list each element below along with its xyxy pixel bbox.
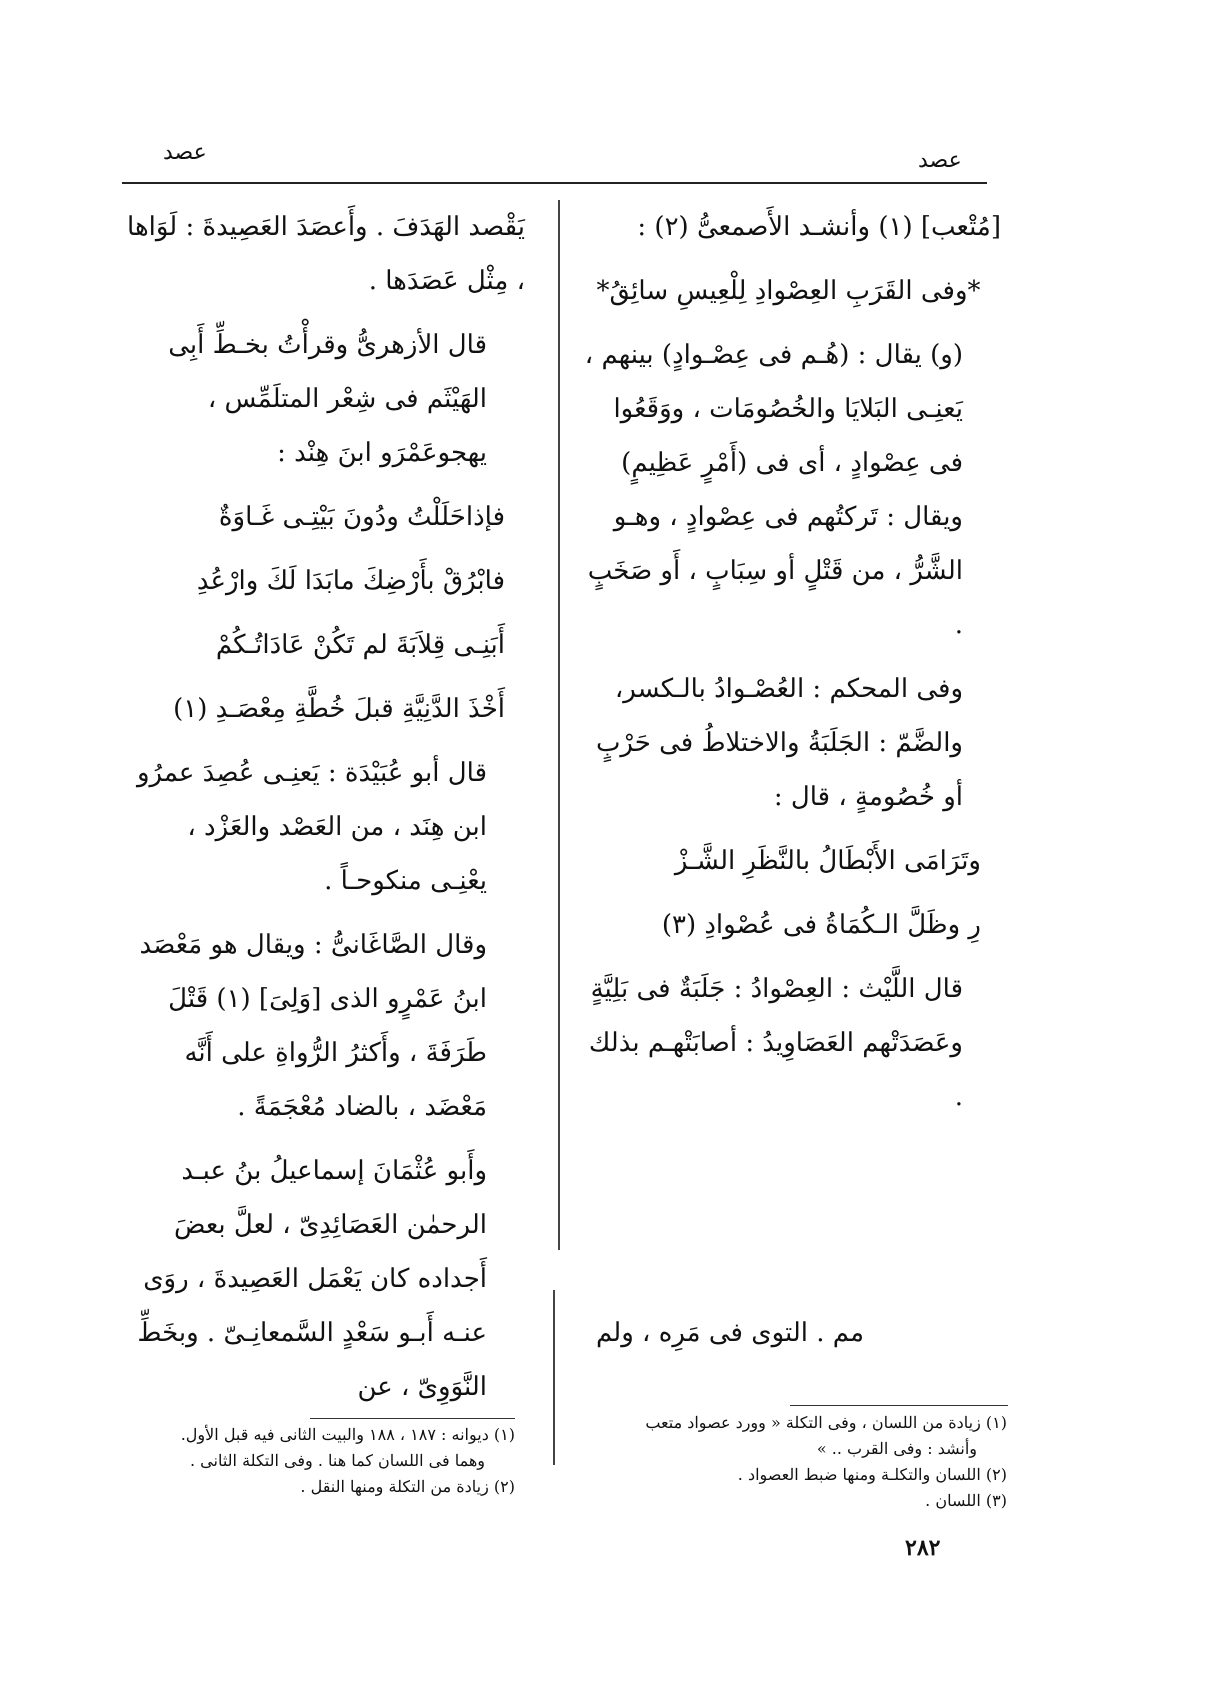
footnotes-left xyxy=(105,1422,515,1500)
left-verse-4: أَخْذَ الدَّنِيَّةِ قبلَ خُطَّةِ مِعْصَـدِ (١) xyxy=(173,694,505,724)
right-line-1: [مُتْعب] (١) وأنشـد الأَصمعىُّ (٢) : xyxy=(637,212,1001,242)
column-divider xyxy=(558,200,560,1250)
left-verse-3: أَبَنِـى قِلاَبَةَ لم تَكُنْ عَادَاتُـكُمْ xyxy=(215,630,505,660)
header-rule xyxy=(122,182,987,184)
footnote-left-2: وهما فى اللسان كما هنا . وفى التكلة الثانى . xyxy=(190,1451,485,1470)
running-head-left: عصد xyxy=(163,140,207,165)
footnote-right-2: وأنشد : وفى القرب .. » xyxy=(816,1439,977,1458)
right-column xyxy=(576,200,1001,1134)
right-paragraph-1: (و) يقال : (هُـم فى عِصْـوادٍ) بينهم ، يَعنِـى البَلايَا والخُصُومَات ، ووَقَعُوا فى عِصْوادٍ ، أى فى (أَمْرٍ عَظِيمٍ) ويقال : تَركتُهم فى عِصْوادٍ ، وهـو الشَّرُّ ، من قَتْلٍ أو سِبَابٍ ، أَو صَخَبٍ . xyxy=(584,340,963,640)
left-verse-1: فإذاحَلَلْتُ ودُونَ بَيْتِـى غَـاوَةٌ xyxy=(218,502,505,532)
right-verse-3: رِ وظَلَّ الـكُمَاةُ فى عُصْوادِ (٣) xyxy=(661,910,981,940)
left-paragraph-4: وأَبو عُثْمَانَ إسماعيلُ بنُ عبـد الرحمٰن العَصَائِدِىّ ، لعلَّ بعضَ أَجداده كان يَعْمَل العَصِيدةَ ، روَى عنـه أَبـو سَعْدٍ السَّمعانِـىّ . وبخَطِّ النَّوَوِىّ ، عن xyxy=(137,1156,487,1402)
footnote-right-4: (٣) اللسان . xyxy=(925,1491,1007,1510)
left-column xyxy=(125,200,525,1424)
right-verse-2: وتَرَامَى الأَبْطَالُ بالنَّظَرِ الشَّـزْ xyxy=(674,846,981,876)
footnote-left-3: (٢) زيادة من التكلة ومنها النقل . xyxy=(300,1477,515,1496)
footnote-right-3: (٢) اللسان والتكلـة ومنها ضبط العصواد . xyxy=(737,1465,1007,1484)
right-paragraph-2: وفى المحكم : العُصْـوادُ بالـكسر، والضَّمّ : الجَلَبَةُ والاختلاطُ فى حَرْبٍ أو خُصُومةٍ ، قال : xyxy=(595,674,963,812)
right-paragraph-3: قال اللَّيْث : العِصْوادُ : جَلَبَةٌ فى بَلِيَّةٍ وعَصَدَتْهم العَصَاوِيدُ : أصابَتْهـم بذلك . xyxy=(588,974,963,1112)
running-head-right: عصد xyxy=(918,148,962,173)
stray-line: مم . التوى فى مَرِه ، ولم xyxy=(596,1318,865,1348)
footnote-right-1: (١) زيادة من اللسان ، وفى التكلة « وورد عصواد متعب xyxy=(645,1413,1007,1432)
left-verse-2: فابْرُقْ بأَرْضِكَ مابَدَا لَكَ وارْعُدِ xyxy=(196,566,505,596)
column-divider-lower xyxy=(553,1290,555,1465)
footnotes-right xyxy=(575,1410,1007,1514)
footnote-left-1: (١) ديوانه : ١٨٧ ، ١٨٨ والبيت الثانى فيه قبل الأول. xyxy=(180,1425,515,1444)
footnote-rule-left xyxy=(310,1418,515,1419)
left-paragraph-2: قال أبو عُبَيْدَة : يَعنِـى عُصِدَ عمرُو ابن هِنَد ، من العَصْد والعَزْد ، يعْنِـى منكوحـاً . xyxy=(136,758,487,896)
footnote-rule-right xyxy=(790,1405,1008,1406)
left-paragraph-3: وقال الصَّاغَانىُّ : ويقال هو مَعْصَد ابنُ عَمْرٍو الذى [وَلِىَ] (١) قَتْلَ طَرَفَةَ ، وأَكثرُ الرُّواةِ على أَنَّه مَعْضَد ، بالضاد مُعْجَمَةً . xyxy=(139,930,487,1122)
left-line-1: يَقْصد الهَدَفَ . وأَعصَدَ العَصِيدةَ : لَوَاها ، مِثْل عَصَدَها . xyxy=(127,212,525,296)
left-paragraph-1: قال الأزهرىُّ وقرأْتُ بخـطِّ أَبِى الهَيْثَم فى شِعْر المتلَمِّس ، يهجوعَمْرَو ابنَ هِنْد : xyxy=(168,330,487,468)
right-verse-1: *وفى القَرَبِ العِصْوادِ لِلْعِيسِ سائِقُ* xyxy=(596,276,981,306)
page-number: ٢٨٢ xyxy=(905,1535,941,1561)
